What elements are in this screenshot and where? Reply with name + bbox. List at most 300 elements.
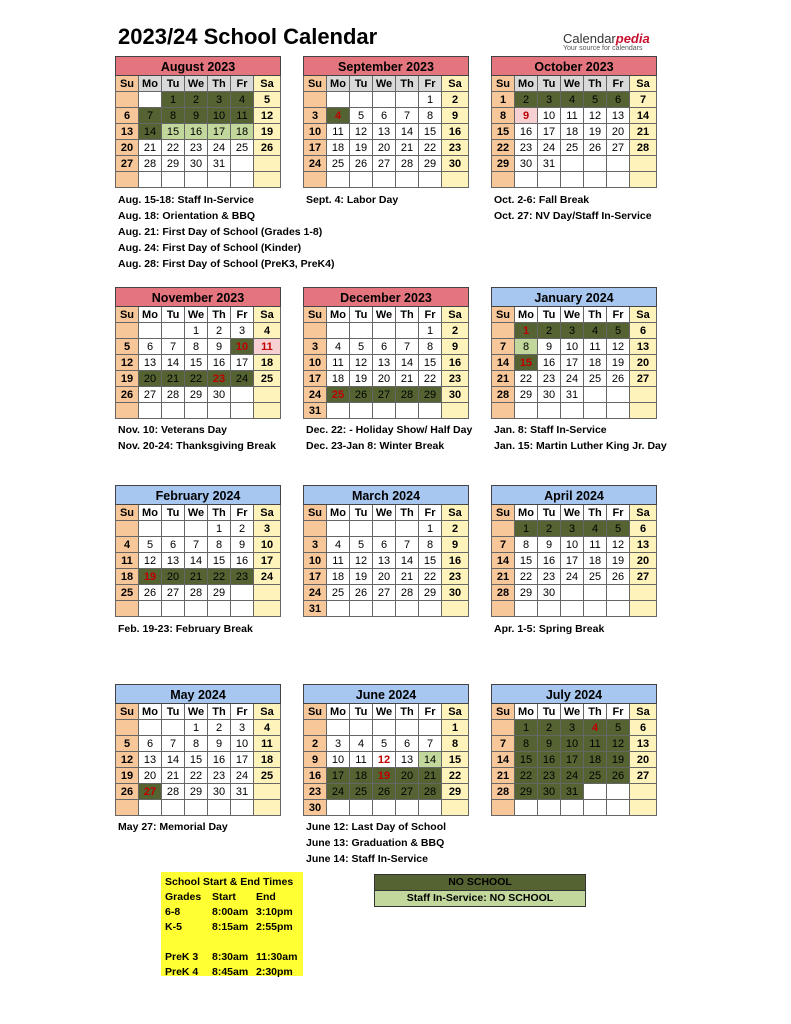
day-cell: 12 [254,108,281,124]
empty-day-cell [350,720,373,736]
legend-no-school: NO SCHOOL [374,874,586,891]
day-cell: 27 [139,387,162,403]
page-title: 2023/24 School Calendar [118,24,378,49]
day-cell: 18 [254,355,281,371]
weekday-label: Su [115,76,139,92]
month-title: May 2024 [115,684,281,704]
day-cell: 16 [185,124,208,140]
day-cell: 6 [373,339,396,355]
weekday-label: Sa [630,307,657,323]
day-cell: 28 [396,156,419,172]
weekday-label: Sa [630,704,657,720]
day-cell: 24 [561,569,584,585]
month-grid [303,307,469,419]
weekday-label: Tu [350,505,373,521]
empty-day-cell [327,172,350,188]
day-cell: 20 [630,752,657,768]
weekday-label: We [185,505,208,521]
day-cell: 10 [303,355,327,371]
month-title: November 2023 [115,287,281,307]
weekday-label: Su [303,76,327,92]
note-line: June 14: Staff In-Service [306,853,428,865]
notes-oct [494,192,652,224]
note-line: Jan. 15: Martin Luther King Jr. Day [494,440,667,452]
day-cell: 11 [327,553,350,569]
day-cell: 31 [231,784,254,800]
empty-day-cell [115,521,139,537]
day-cell: 10 [303,124,327,140]
day-cell: 19 [607,752,630,768]
note-line: Nov. 20-24: Thanksgiving Break [118,440,276,452]
month-calendar [303,56,469,188]
end-cell: 2:30pm [256,966,293,978]
day-cell: 13 [630,736,657,752]
day-cell: 9 [185,108,208,124]
empty-day-cell [419,800,442,816]
day-cell: 30 [442,387,469,403]
day-cell: 31 [303,601,327,617]
day-cell: 16 [231,553,254,569]
empty-day-cell [396,521,419,537]
weekday-label: Tu [538,704,561,720]
day-cell: 2 [231,521,254,537]
day-cell: 12 [584,108,607,124]
day-cell: 1 [185,720,208,736]
day-cell: 16 [303,768,327,784]
day-cell: 25 [584,768,607,784]
empty-day-cell [584,387,607,403]
empty-day-cell [303,521,327,537]
empty-day-cell [254,172,281,188]
empty-day-cell [630,156,657,172]
day-cell: 1 [515,720,538,736]
day-cell: 21 [491,768,515,784]
empty-day-cell [208,800,231,816]
day-cell: 21 [185,569,208,585]
day-cell: 13 [115,124,139,140]
day-cell: 29 [515,585,538,601]
weekday-label: Mo [327,704,350,720]
empty-day-cell [607,172,630,188]
day-cell: 8 [442,736,469,752]
day-cell: 26 [115,387,139,403]
month-grid [115,307,281,419]
day-cell: 17 [561,553,584,569]
empty-day-cell [630,172,657,188]
day-cell: 30 [442,585,469,601]
weekday-label: Sa [630,76,657,92]
school-times-row [165,905,299,920]
day-cell: 28 [139,156,162,172]
empty-day-cell [350,92,373,108]
day-cell: 6 [630,521,657,537]
weekday-label: Fr [419,307,442,323]
weekday-label: Mo [327,76,350,92]
day-cell: 2 [185,92,208,108]
weekday-label: Su [491,505,515,521]
day-cell: 22 [208,569,231,585]
month-calendar [115,485,281,617]
empty-day-cell [538,800,561,816]
day-cell: 9 [231,537,254,553]
day-cell: 25 [254,768,281,784]
weekday-label: We [561,76,584,92]
day-cell: 27 [373,156,396,172]
day-cell: 22 [491,140,515,156]
day-cell: 31 [538,156,561,172]
day-cell: 27 [630,569,657,585]
empty-day-cell [396,172,419,188]
note-line: Dec. 23-Jan 8: Winter Break [306,440,445,452]
empty-day-cell [630,601,657,617]
day-cell: 11 [584,339,607,355]
empty-day-cell [254,387,281,403]
weekday-label: We [561,307,584,323]
day-cell: 4 [327,339,350,355]
day-cell: 26 [373,784,396,800]
day-cell: 8 [162,108,185,124]
weekday-label: Tu [162,505,185,521]
day-cell: 26 [607,569,630,585]
note-line: Nov. 10: Veterans Day [118,424,227,436]
empty-day-cell [350,521,373,537]
day-cell: 13 [373,355,396,371]
day-cell: 12 [115,752,139,768]
day-cell: 21 [162,768,185,784]
day-cell: 14 [491,553,515,569]
empty-day-cell [115,172,139,188]
day-cell: 28 [185,585,208,601]
notes-apr [494,621,604,637]
day-cell: 27 [396,784,419,800]
month-title: January 2024 [491,287,657,307]
day-cell: 10 [538,108,561,124]
day-cell: 16 [538,553,561,569]
day-cell: 19 [373,768,396,784]
day-cell: 28 [396,387,419,403]
note-line: Apr. 1-5: Spring Break [494,623,605,635]
month-grid [491,704,657,816]
weekday-label: Su [303,505,327,521]
day-cell: 6 [630,323,657,339]
weekday-label: Su [303,704,327,720]
empty-day-cell [630,387,657,403]
day-cell: 21 [491,569,515,585]
empty-day-cell [185,601,208,617]
note-line: Oct. 2-6: Fall Break [494,194,590,206]
day-cell: 17 [303,569,327,585]
empty-day-cell [630,784,657,800]
empty-day-cell [327,323,350,339]
weekday-label: Sa [442,704,469,720]
day-cell: 2 [208,323,231,339]
grade-cell: PreK 3 [165,951,199,963]
notes-jun [306,819,446,867]
day-cell: 30 [538,387,561,403]
day-cell: 22 [419,569,442,585]
month-calendar [115,684,281,816]
day-cell: 8 [515,537,538,553]
school-times-row [165,965,299,980]
logo-text: Calendar [563,31,616,46]
empty-day-cell [208,601,231,617]
day-cell: 22 [515,371,538,387]
day-cell: 24 [231,371,254,387]
empty-day-cell [561,156,584,172]
weekday-label: Fr [607,76,630,92]
day-cell: 23 [442,140,469,156]
day-cell: 26 [139,585,162,601]
day-cell: 10 [231,339,254,355]
empty-day-cell [231,585,254,601]
empty-day-cell [373,403,396,419]
day-cell: 5 [139,537,162,553]
weekday-label: Th [584,505,607,521]
day-cell: 10 [231,736,254,752]
day-cell: 15 [419,124,442,140]
notes-feb [118,621,253,637]
school-times-box [161,872,303,976]
day-cell: 5 [115,339,139,355]
day-cell: 18 [231,124,254,140]
day-cell: 11 [231,108,254,124]
start-cell: 8:00am [212,906,249,918]
day-cell: 22 [515,768,538,784]
day-cell: 1 [162,92,185,108]
note-line: Aug. 15-18: Staff In-Service [118,194,254,206]
logo-text-accent: pedia [615,31,650,46]
school-times-header-row [165,890,299,905]
empty-day-cell [442,800,469,816]
day-cell: 12 [350,355,373,371]
empty-day-cell [607,156,630,172]
weekday-label: Th [396,505,419,521]
weekday-label: Fr [419,505,442,521]
weekday-label: Fr [231,76,254,92]
month-calendar [491,287,657,419]
empty-day-cell [162,403,185,419]
day-cell: 5 [254,92,281,108]
day-cell: 3 [231,323,254,339]
weekday-label: Sa [254,505,281,521]
day-cell: 6 [139,736,162,752]
day-cell: 14 [491,355,515,371]
day-cell: 15 [515,355,538,371]
day-cell: 11 [254,736,281,752]
day-cell: 1 [515,521,538,537]
empty-day-cell [327,720,350,736]
empty-day-cell [139,800,162,816]
month-title: February 2024 [115,485,281,505]
weekday-label: Sa [254,307,281,323]
school-times-row [165,950,299,965]
empty-day-cell [185,403,208,419]
day-cell: 15 [515,752,538,768]
weekday-label: Su [303,307,327,323]
day-cell: 4 [254,323,281,339]
day-cell: 8 [185,736,208,752]
empty-day-cell [373,521,396,537]
weekday-label: Mo [139,505,162,521]
day-cell: 30 [208,387,231,403]
day-cell: 27 [630,371,657,387]
day-cell: 11 [327,355,350,371]
day-cell: 30 [185,156,208,172]
day-cell: 14 [162,355,185,371]
day-cell: 26 [254,140,281,156]
day-cell: 20 [630,553,657,569]
day-cell: 17 [561,355,584,371]
weekday-label: Su [115,704,139,720]
day-cell: 12 [607,339,630,355]
day-cell: 19 [350,569,373,585]
start-cell: 8:15am [212,921,249,933]
empty-day-cell [607,403,630,419]
day-cell: 2 [442,521,469,537]
empty-day-cell [607,784,630,800]
day-cell: 20 [373,569,396,585]
weekday-label: Su [115,505,139,521]
day-cell: 27 [139,784,162,800]
empty-day-cell [185,521,208,537]
empty-day-cell [515,601,538,617]
weekday-label: Fr [607,505,630,521]
day-cell: 17 [303,140,327,156]
day-cell: 26 [350,387,373,403]
empty-day-cell [561,601,584,617]
school-times-row [165,920,299,935]
month-calendar [303,684,469,816]
weekday-label: We [185,307,208,323]
empty-day-cell [231,800,254,816]
day-cell: 3 [303,339,327,355]
weekday-label: Mo [515,307,538,323]
day-cell: 10 [208,108,231,124]
empty-day-cell [630,403,657,419]
empty-day-cell [231,172,254,188]
empty-day-cell [139,403,162,419]
weekday-label: Tu [350,76,373,92]
day-cell: 31 [561,784,584,800]
weekday-label: Th [208,307,231,323]
start-cell: 8:45am [212,966,249,978]
day-cell: 15 [515,553,538,569]
start-cell: 8:30am [212,951,249,963]
day-cell: 31 [561,387,584,403]
empty-day-cell [254,800,281,816]
month-grid [115,505,281,617]
empty-day-cell [491,323,515,339]
day-cell: 4 [115,537,139,553]
day-cell: 22 [162,140,185,156]
day-cell: 20 [139,371,162,387]
day-cell: 25 [231,140,254,156]
empty-day-cell [584,403,607,419]
day-cell: 20 [162,569,185,585]
day-cell: 8 [208,537,231,553]
empty-day-cell [373,323,396,339]
day-cell: 7 [491,339,515,355]
day-cell: 9 [208,736,231,752]
empty-day-cell [231,403,254,419]
day-cell: 1 [419,521,442,537]
day-cell: 23 [231,569,254,585]
day-cell: 2 [208,720,231,736]
day-cell: 4 [561,92,584,108]
end-cell: 11:30am [256,951,298,963]
empty-day-cell [630,800,657,816]
day-cell: 9 [538,537,561,553]
weekday-label: Tu [538,505,561,521]
day-cell: 5 [584,92,607,108]
day-cell: 25 [584,569,607,585]
weekday-label: We [561,505,584,521]
day-cell: 3 [208,92,231,108]
day-cell: 20 [139,768,162,784]
day-cell: 29 [491,156,515,172]
empty-day-cell [327,92,350,108]
day-cell: 5 [350,108,373,124]
empty-day-cell [584,585,607,601]
weekday-label: Sa [442,505,469,521]
school-times-title: School Start & End Times [165,876,294,888]
day-cell: 14 [396,355,419,371]
day-cell: 7 [630,92,657,108]
day-cell: 11 [350,752,373,768]
day-cell: 12 [607,736,630,752]
empty-day-cell [162,521,185,537]
empty-day-cell [630,585,657,601]
notes-may [118,819,228,835]
day-cell: 26 [607,768,630,784]
day-cell: 25 [327,156,350,172]
weekday-label: Th [584,704,607,720]
day-cell: 22 [515,569,538,585]
empty-day-cell [350,800,373,816]
day-cell: 23 [185,140,208,156]
day-cell: 14 [491,752,515,768]
day-cell: 1 [491,92,515,108]
month-title: March 2024 [303,485,469,505]
legend [374,874,586,907]
day-cell: 18 [584,355,607,371]
day-cell: 13 [162,553,185,569]
day-cell: 10 [561,339,584,355]
day-cell: 9 [515,108,538,124]
day-cell: 7 [396,339,419,355]
day-cell: 28 [162,387,185,403]
day-cell: 14 [162,752,185,768]
day-cell: 19 [584,124,607,140]
empty-day-cell [162,601,185,617]
day-cell: 24 [561,768,584,784]
day-cell: 28 [491,784,515,800]
month-calendar [491,684,657,816]
day-cell: 21 [630,124,657,140]
day-cell: 19 [607,355,630,371]
day-cell: 29 [419,387,442,403]
day-cell: 14 [185,553,208,569]
day-cell: 24 [231,768,254,784]
day-cell: 7 [162,339,185,355]
day-cell: 26 [607,371,630,387]
empty-day-cell [538,601,561,617]
day-cell: 14 [630,108,657,124]
day-cell: 13 [396,752,419,768]
day-cell: 14 [139,124,162,140]
day-cell: 2 [442,323,469,339]
day-cell: 27 [607,140,630,156]
